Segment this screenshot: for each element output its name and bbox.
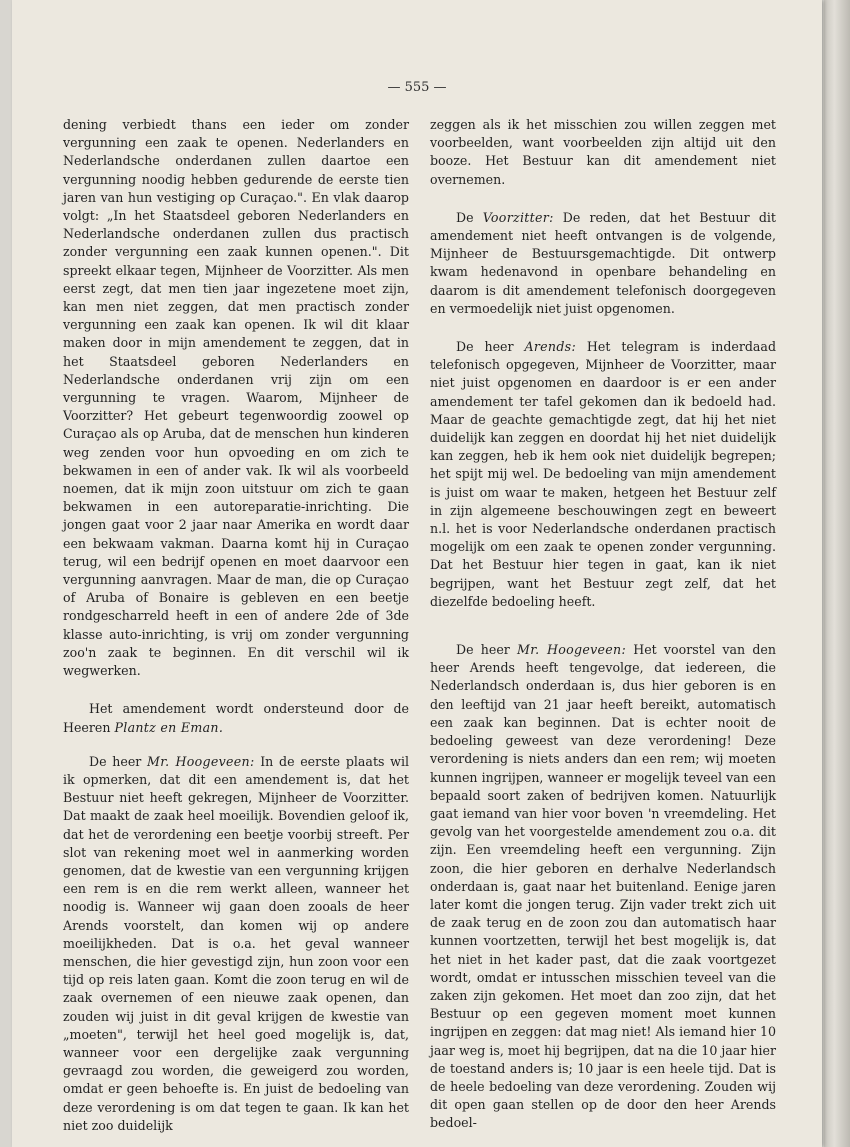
speech-text: In de eerste plaats wil ik opmerken, dat dit een amendement is, dat het Bestuur niet heeft gekregen, Mijnheer de Voorzitter. Dat maakt de zaak heel moeilijk. Bovendien geloof ik, dat het de verordening een beetje voorbij streeft. Per slot van rekening moet wel in aanmerking worden genomen, dat de kwestie van een vergunning krijgen een rem is en die rem werkt alleen, wanneer het noodig is. Wanneer wij gaan doen zooals de heer Arends voorstelt, dan komen wij op andere moeilijkheden. Dat is o.a. het geval wanneer menschen, die hier gevestigd zijn, hun zoon voor een tijd op reis laten gaan. Komt die zoon terug en wil de zaak overnemen of een nieuwe zaak openen, dan zouden wij juist in dit geval krijgen de kwestie van „moeten", terwijl het heel goed mogelijk is, dat, wanneer voor een dergelijke zaak vergunning gevraagd zou worden, die geweigerd zou worden, omdat er geen behoefte is. En juist de bedoeling van deze verordening is om dat tegen te gaan. Ik kan het niet zoo duidelijk <box>63 753 410 1133</box>
document-page <box>12 0 822 1147</box>
page-edge <box>824 0 850 1147</box>
left-column <box>63 116 409 1135</box>
speech-text: Het telegram is inderdaad telefonisch opgegeven, Mijnheer de Voorzitter, maar niet juist opgenomen en daardoor is er een ander amendement ter tafel gekomen dan ik bedoeld had. Maar de geachte gemachtigde zegt, dat hij het niet duidelijk kan zeggen en doordat hij het niet duidelijk kan zeggen, heb ik hem ook niet duidelijk begrepen; het spijt mij wel. De bedoeling van mijn amendement is juist om waar te maken, hetgeen het Bestuur zelf in zijn algemeene beschouwingen zegt en beweert n.l. het is voor Nederlandsche onderdanen practisch mogelijk om een zaak te openen zonder vergunning. Dat het Bestuur hier tegen in gaat, kan ik niet begrijpen, want het Bestuur zegt zelf, dat het diezelfde bedoeling heeft. <box>430 339 777 609</box>
speech-text: Het voorstel van den heer Arends heeft tengevolge, dat iedereen, die Nederlandsch onderdaan is, dus hier geboren is en den leeftijd van 21 jaar heeft bereikt, automatisch een zaak kan beginnen. Dat is echter nooit de bedoeling geweest van deze verordening! Deze verordening is niets anders dan een rem; wij moeten kunnen ingrijpen, wanneer er mogelijk teveel van een bepaald soort zaken of bedrijven komen. Natuurlijk gaat iemand van hier voor boven 'n vreemdeling. Het gevolg van het voorgestelde amendement zou o.a. dit zijn. Een vreemdeling heeft een vergunning. Zijn zoon, die hier geboren en derhalve Nederlandsch onderdaan is, gaat naar het buitenland. Eenige jaren later komt die jongen terug. Zijn vader trekt zich uit de zaak terug en de zoon zou dan automatisch haar kunnen voortzetten, terwijl het best mogelijk is, dat het niet in het kader past, dat die zaak voortgezet wordt, omdat er intusschen misschien teveel van die zaken zijn gekomen. Het moet dan zoo zijn, dat het Bestuur op een gegeven moment moet kunnen ingrijpen en zeggen: dat mag niet! Als iemand hier 10 jaar weg is, moet hij begrijpen, dat na die 10 jaar hier de toestand anders is; 10 jaar is een heele tijd. Dat is de heele bedoeling van deze verordening. Zouden wij dit open gaan stellen op de door den heer Arends bedoel- <box>430 642 776 1131</box>
paragraph <box>63 700 409 736</box>
speech-text: De reden, dat het Bestuur dit amendement niet heeft ontvangen is de volgende, Mijnheer de Bestuursgemachtigde. Dit ontwerp kwam hedenavond in openbare behandeling en daarom is dit amendement telefonisch doorgegeven en vermoedelijk niet juist opgenomen. <box>430 209 776 316</box>
speaker-prefix: De <box>456 209 483 225</box>
speech <box>63 753 409 1135</box>
speaker-prefix: De heer <box>456 339 525 355</box>
speaker-prefix: De heer <box>456 642 518 658</box>
speaker-name: Mr. Hoogeveen: <box>517 642 626 658</box>
names: Plantz en Eman. <box>114 719 224 735</box>
speech <box>430 209 776 318</box>
right-column <box>430 116 776 1133</box>
speaker-name: Voorzitter: <box>482 209 554 225</box>
paragraph-text: Het amendement wordt ondersteund door de Heeren <box>63 701 409 735</box>
paragraph: zeggen als ik het misschien zou willen zeggen met voorbeelden, want voorbeelden zijn altijd uit den booze. Het Bestuur kan dit amendement niet overnemen. <box>430 117 776 187</box>
speech <box>430 338 776 611</box>
speaker-prefix: De heer <box>89 753 148 769</box>
speech <box>430 641 776 1132</box>
speaker-name: Mr. Hoogeveen: <box>147 753 255 769</box>
page-number: — 555 — <box>387 80 447 95</box>
paragraph: dening verbiedt thans een ieder om zonder vergunning een zaak te openen. Nederlanders en Nederlandsche onderdanen zullen daartoe een vergunning noodig hebben gedurende de eerste tien jaren van hun vestiging op Curaçao.". En vlak daarop volgt: „In het Staatsdeel geboren Nederlanders en Nederlandsche onderdanen zullen dus practisch zonder vergunning een zaak kunnen openen.". Dit spreekt elkaar tegen, Mijnheer de Voorzitter. Als men eerst zegt, dat men tien jaar ingezetene moet zijn, kan men niet zeggen, dat men practisch zonder vergunning een zaak kan openen. Ik wil dit klaar maken door in mijn amendement te zeggen, dat in het Staatsdeel geboren Nederlanders en Nederlandsche onderdanen vrij zijn om een vergunning te vragen. Waarom, Mijnheer de Voorzitter? Het gebeurt tegenwoordig zoowel op Curaçao als op Aruba, dat de menschen hun kinderen weg zenden voor hun opvoeding en om zich te bekwamen in een of ander vak. Ik wil als voorbeeld noemen, dat ik mijn zoon uitstuur om zich te gaan bekwamen in een autoreparatie-inrichting. Die jongen gaat voor 2 jaar naar Amerika en wordt daar een bekwaam vakman. Daarna komt hij in Curaçao terug, wil een bedrijf openen en moet daarvoor een vergunning aanvragen. Maar de man, die op Curaçao of Aruba of Bonaire is gebleven en een beetje rondgescharreld heeft in een of andere 2de of 3de klasse auto-inrichting, is vrij om zonder vergunning zoo'n zaak te beginnen. En dit verschil wil ik wegwerken. <box>63 117 409 679</box>
speaker-name: Arends: <box>524 339 576 355</box>
